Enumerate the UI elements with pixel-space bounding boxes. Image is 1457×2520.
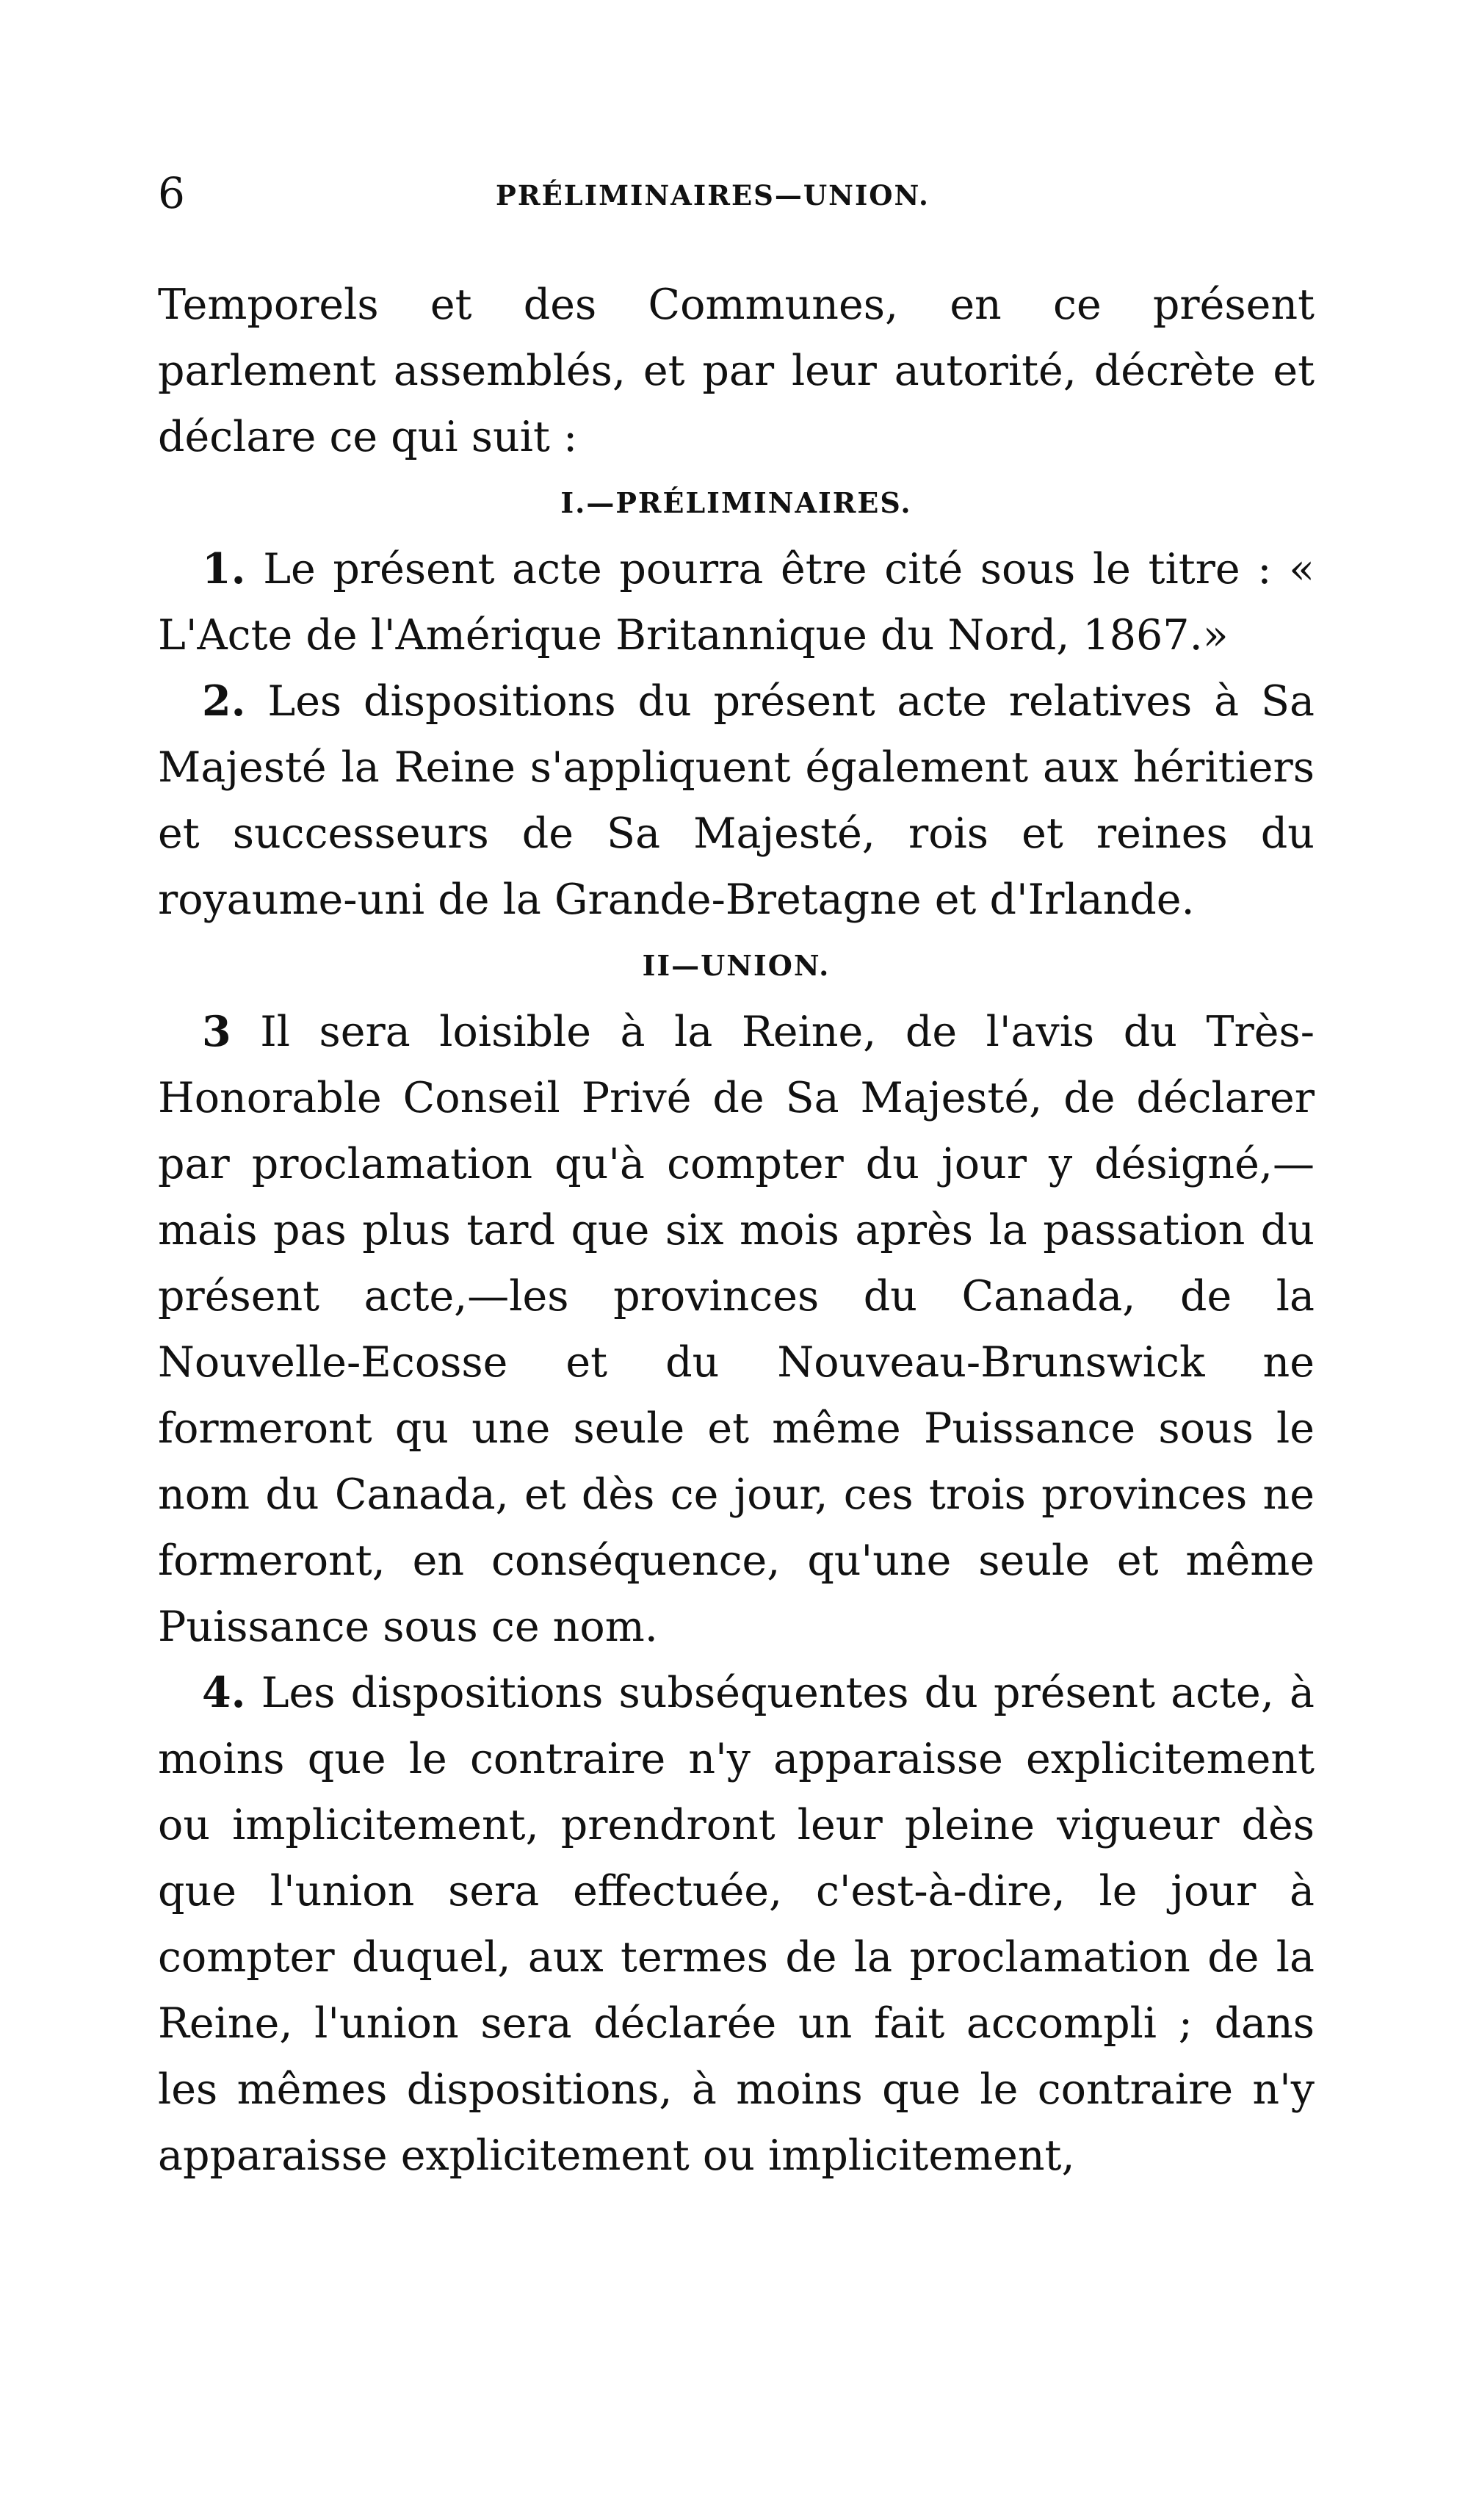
text-block: [158, 272, 1315, 2189]
article-2-number: 2.: [202, 676, 246, 726]
article-4: [158, 1660, 1315, 2189]
article-1-text: Le présent acte pourra être cité sous le titre : « L'Acte de l'Amérique Britannique du Nord, 1867.»: [158, 545, 1315, 660]
article-4-text: Les dispositions subséquentes du présent acte, à moins que le contraire n'y apparaisse explicitement ou implicitement, prendront leur pleine vigueur dès que l'union sera effectuée, c'est-à-dire, le jour à compter duquel, aux termes de la proclamation de la Reine, l'union sera déclarée un fait accompli ; dans les mêmes dispositions, à moins que le contraire n'y apparaisse explicitement ou implicitement,: [158, 1669, 1315, 2180]
running-title: PRÉLIMINAIRES—UNION.: [496, 179, 930, 212]
article-3-number: 3: [202, 1007, 231, 1056]
article-2-text: Les dispositions du présent acte relatives à Sa Majesté la Reine s'appliquent également aux héritiers et successeurs de Sa Majesté, rois et reines du royaume-uni de la Grande-Bretagne et d'Irlande.: [158, 677, 1315, 924]
page-number: 6: [158, 168, 185, 218]
section-heading-preliminaires: I.—PRÉLIMINAIRES.: [560, 486, 912, 519]
running-head: [158, 167, 1315, 219]
article-1: [158, 536, 1315, 668]
article-3-text: Il sera loisible à la Reine, de l'avis du Très-Honorable Conseil Privé de Sa Majesté, de déclarer par proclamation qu'à compter du jour y désigné,—mais pas plus tard que six mois après la passation du présent acte,—les provinces du Canada, de la Nouvelle-Ecosse et du Nouveau-Brunswick ne formeront qu une seule et même Puissance sous le nom du Canada, et dès ce jour, ces trois provinces ne formeront, en conséquence, qu'une seule et même Puissance sous ce nom.: [158, 1008, 1315, 1651]
section-heading-union: II—UNION.: [642, 949, 831, 982]
article-3: [158, 999, 1315, 1660]
article-1-number: 1.: [202, 544, 246, 593]
article-2: [158, 668, 1315, 933]
article-4-number: 4.: [202, 1668, 246, 1717]
intro-paragraph: Temporels et des Communes, en ce présent parlement assemblés, et par leur autorité, décrète et déclare ce qui suit :: [158, 281, 1315, 461]
